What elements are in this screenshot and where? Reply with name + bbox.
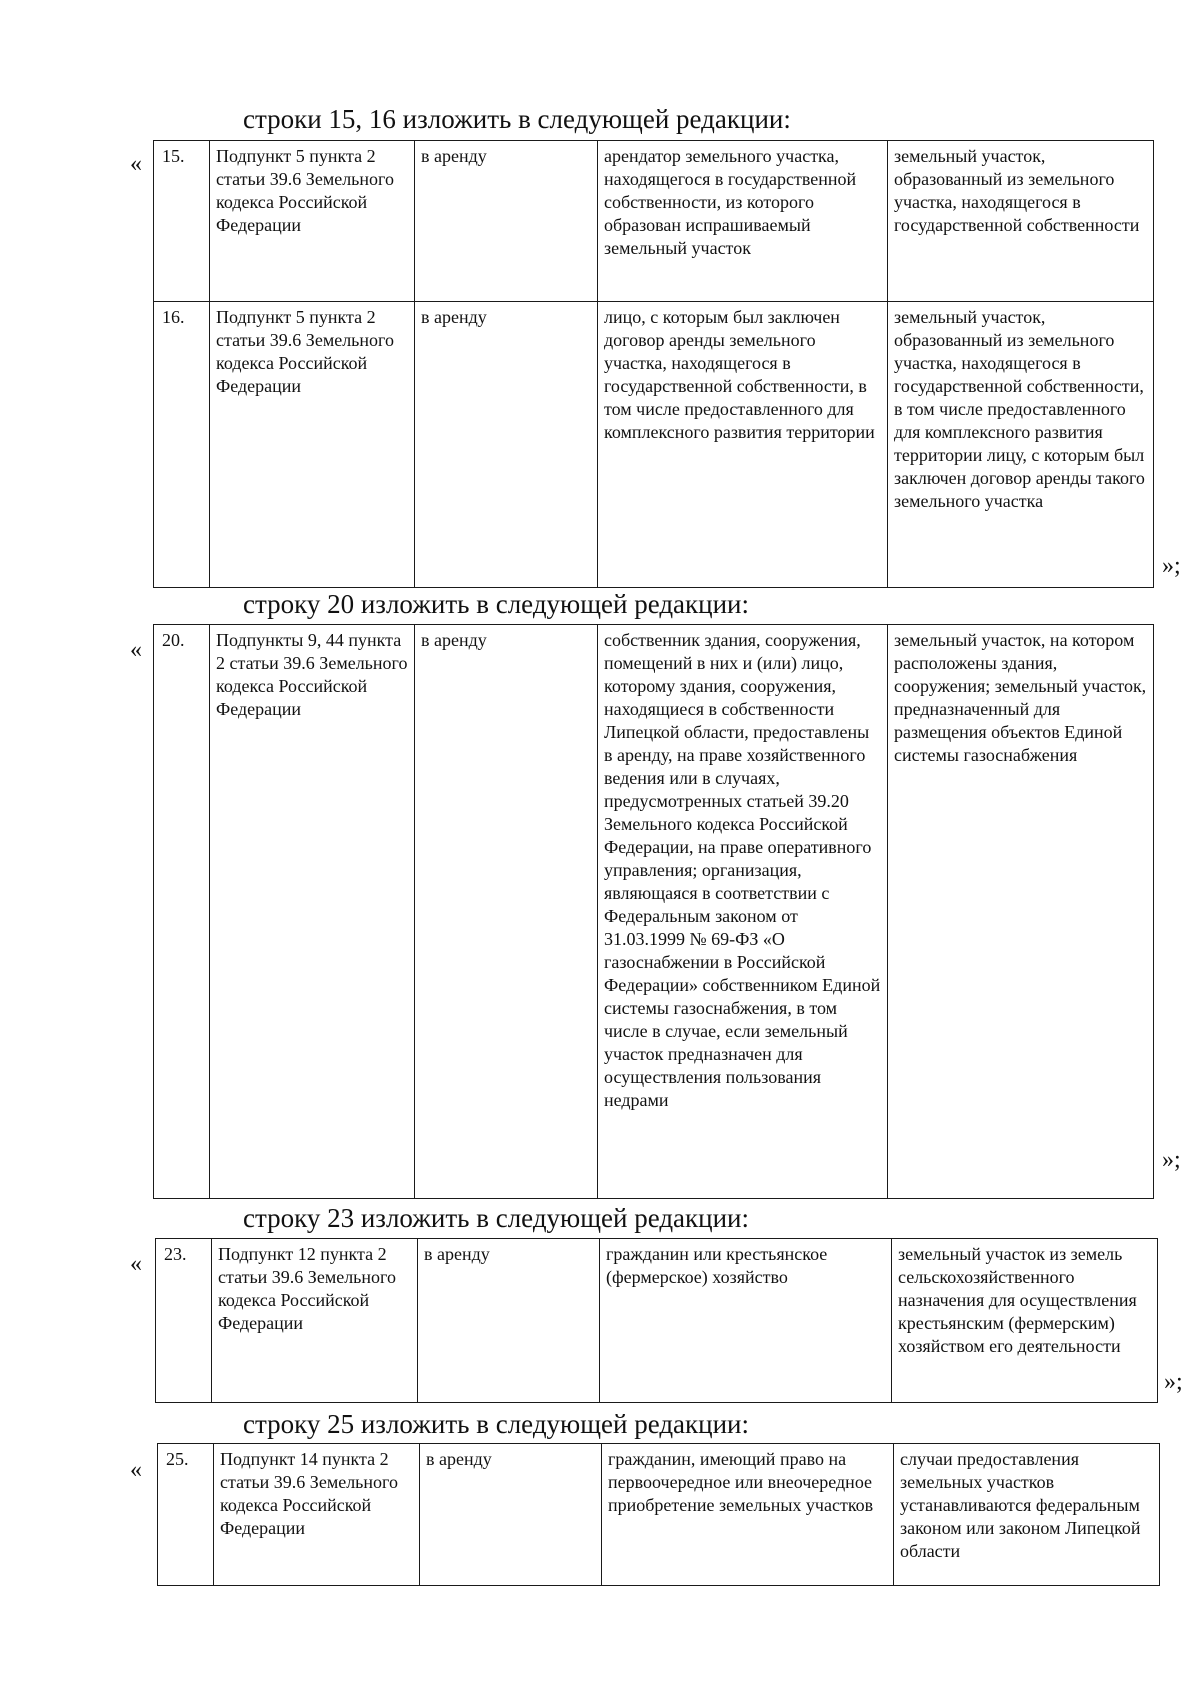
land-plot-cell: случаи предоставления земельных участков устанавливаются федеральным законом или законом Липецкой области [894,1444,1160,1586]
amendment-table [157,1443,1160,1586]
legal-basis-cell: Подпункт 12 пункта 2 статьи 39.6 Земельного кодекса Российской Федерации [212,1239,418,1403]
opening-quote: « [130,1457,142,1483]
applicant-cell: лицо, с которым был заключен договор аренды земельного участка, находящегося в государственной собственности, в том числе предоставленного для комплексного развития территории [598,302,888,588]
provision-type-cell: в аренду [415,625,598,1199]
amendment-heading: строку 25 изложить в следующей редакции: [243,1409,750,1439]
applicant-cell: арендатор земельного участка, находящегося в государственной собственности, из которого образован испрашиваемый земельный участок [598,141,888,302]
amendment-table [153,624,1154,1199]
provision-type-cell: в аренду [418,1239,600,1403]
legal-basis-cell: Подпункты 9, 44 пункта 2 статьи 39.6 Земельного кодекса Российской Федерации [210,625,415,1199]
amendment-table [153,140,1154,588]
table-row [154,625,1154,1199]
table-row [154,141,1154,302]
row-number: 23. [156,1239,212,1403]
table-row [154,302,1154,588]
applicant-cell: собственник здания, сооружения, помещений в них и (или) лицо, которому здания, сооружения, находящиеся в собственности Липецкой области, предоставлены в аренду, на праве хозяйственного ведения или в случаях, предусмотренных статьей 39.20 Земельного кодекса Российской Федерации, на праве оперативного управления; организация, являющаяся в соответствии с Федеральным законом от 31.03.1999 № 69-ФЗ «О газоснабжении в Российской Федерации» собственником Единой системы газоснабжения, в том числе в случае, если земельный участок предназначен для осуществления пользования недрами [598,625,888,1199]
amendment-table [155,1238,1158,1403]
land-plot-cell: земельный участок, на котором расположены здания, сооружения; земельный участок, предназначенный для размещения объектов Единой системы газоснабжения [888,625,1154,1199]
row-number: 15. [154,141,210,302]
opening-quote: « [130,637,142,663]
provision-type-cell: в аренду [415,141,598,302]
opening-quote: « [130,151,142,177]
land-plot-cell: земельный участок, образованный из земельного участка, находящегося в государственной собственности, в том числе предоставленного для комплексного развития территории лицу, с которым был заключен договор аренды такого земельного участка [888,302,1154,588]
land-plot-cell: земельный участок из земель сельскохозяйственного назначения для осуществления крестьянским (фермерским) хозяйством его деятельности [892,1239,1158,1403]
legal-basis-cell: Подпункт 14 пункта 2 статьи 39.6 Земельного кодекса Российской Федерации [214,1444,420,1586]
legal-basis-cell: Подпункт 5 пункта 2 статьи 39.6 Земельного кодекса Российской Федерации [210,302,415,588]
closing-quote: »; [1164,1369,1183,1395]
amendment-heading: строку 20 изложить в следующей редакции: [243,589,750,619]
row-number: 16. [154,302,210,588]
applicant-cell: гражданин, имеющий право на первоочередное или внеочередное приобретение земельных участков [602,1444,894,1586]
row-number: 25. [158,1444,214,1586]
provision-type-cell: в аренду [415,302,598,588]
table-row [156,1239,1158,1403]
table-row [158,1444,1160,1586]
legal-basis-cell: Подпункт 5 пункта 2 статьи 39.6 Земельного кодекса Российской Федерации [210,141,415,302]
land-plot-cell: земельный участок, образованный из земельного участка, находящегося в государственной собственности [888,141,1154,302]
opening-quote: « [130,1251,142,1277]
closing-quote: »; [1162,553,1181,579]
amendment-heading: строку 23 изложить в следующей редакции: [243,1203,750,1233]
applicant-cell: гражданин или крестьянское (фермерское) хозяйство [600,1239,892,1403]
provision-type-cell: в аренду [420,1444,602,1586]
row-number: 20. [154,625,210,1199]
closing-quote: »; [1162,1147,1181,1173]
amendment-heading: строки 15, 16 изложить в следующей редакции: [243,104,791,134]
